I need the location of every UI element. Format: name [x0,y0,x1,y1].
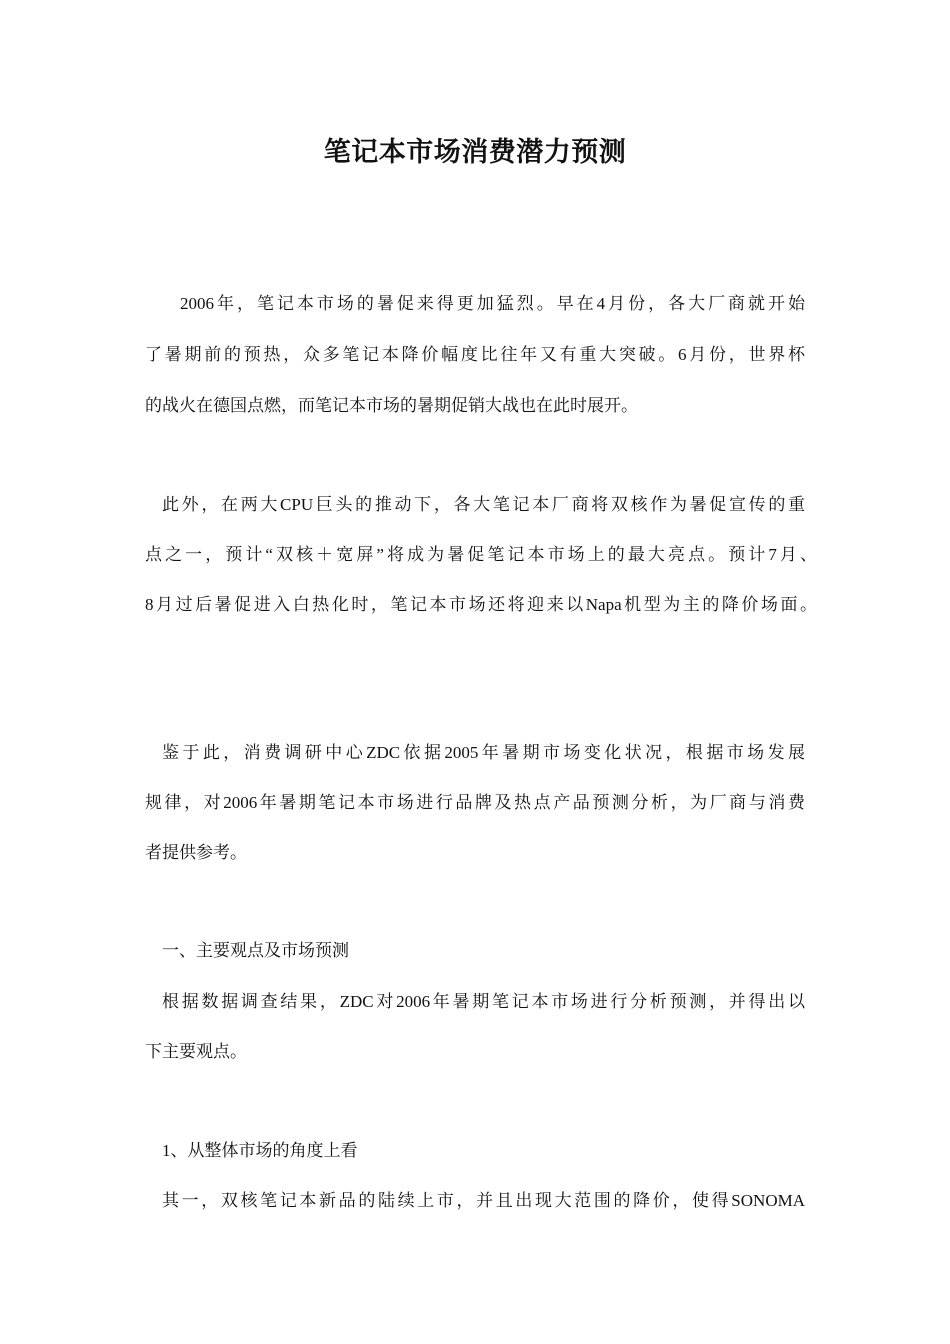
paragraph-line: 2006年，笔记本市场的暑促来得更加猛烈。早在4月份，各大厂商就开始 [180,294,805,313]
paragraph-line: 点之一，预计“双核＋宽屏”将成为暑促笔记本市场上的最大亮点。预计7月、 [145,545,817,564]
paragraph-line: 下主要观点。 [145,1042,247,1061]
section-heading: 一、主要观点及市场预测 [162,941,349,960]
paragraph-line: 8月过后暑促进入白热化时，笔记本市场还将迎来以Napa机型为主的降价场面。 [145,595,817,614]
paragraph-line: 者提供参考。 [145,843,247,862]
subsection-heading: 1、从整体市场的角度上看 [162,1141,358,1160]
paragraph-line: 其一，双核笔记本新品的陆续上市，并且出现大范围的降价，使得SONOMA [162,1191,805,1210]
paragraph-line: 的战火在德国点燃，而笔记本市场的暑期促销大战也在此时展开。 [145,396,638,415]
paragraph-line: 根据数据调查结果，ZDC对2006年暑期笔记本市场进行分析预测，并得出以 [162,992,805,1011]
paragraph-line: 鉴于此，消费调研中心ZDC依据2005年暑期市场变化状况，根据市场发展 [162,743,805,762]
paragraph-line: 规律，对2006年暑期笔记本市场进行品牌及热点产品预测分析，为厂商与消费 [145,793,805,812]
document-title: 笔记本市场消费潜力预测 [323,137,627,167]
paragraph-line: 了暑期前的预热，众多笔记本降价幅度比往年又有重大突破。6月份，世界杯 [145,345,805,364]
paragraph-line: 此外，在两大CPU巨头的推动下，各大笔记本厂商将双核作为暑促宣传的重 [162,495,805,514]
